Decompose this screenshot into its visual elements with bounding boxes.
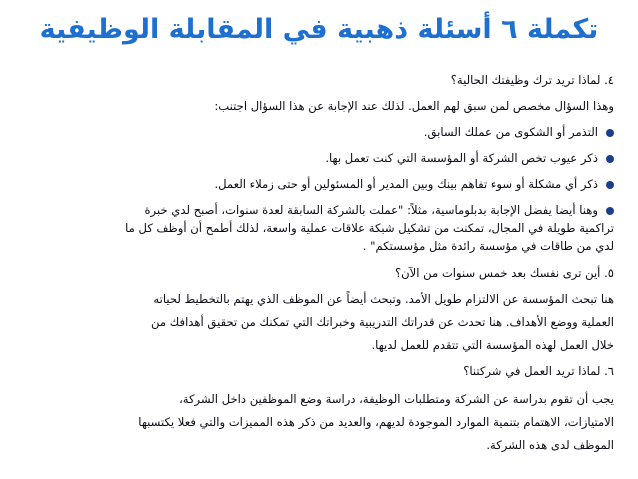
q4-bullet-1: التذمر أو الشكوى من عملك السابق. [423,125,598,139]
q4-intro: وهذا السؤال مخصص لمن سبق لهم العمل. لذلك عند الإجابة عن هذا السؤال اجتنب: [214,99,614,113]
q6-heading: ٦. لماذا تريد العمل في شركتنا؟ [463,364,614,378]
bullet-icon [606,155,614,163]
q4-heading: ٤. لماذا تريد ترك وظيفتك الحالية؟ [450,73,614,87]
q5-line-1: هنا تبحث المؤسسة عن الالتزام طويل الأمد. وتبحث أيضاً عن الموظف الذي يهتم بالتخطيط لحياته [153,292,614,306]
bullet-icon [606,181,614,189]
bullet-icon [606,207,614,215]
q6-line-2: الامتيازات، الاهتمام بتنمية الموارد الموجودة لديهم، والعديد من ذكر هذه المميزات والتي فعلا يكتسبها [138,415,614,429]
q4-example-line-1: وهنا أيضا يفضل الإجابة بدبلوماسية، مثلاً: "عملت بالشركة السابقة لعدة سنوات، أصبح لدي خبرة [144,203,598,217]
q4-example-line-2: تراكمية طويلة في المجال، تمكنت من تشكيل شبكة علاقات عملية واسعة، لذلك أطمح أن أوظف كل ما [125,221,614,235]
bullet-icon [606,129,614,137]
content-panel [18,61,620,464]
q6-line-1: يجب أن تقوم بدراسة عن الشركة ومتطلبات الوظيفة، دراسة وضع الموظفين داخل الشركة، [179,392,614,406]
q6-line-3: الموظف لدى هذه الشركة. [486,438,614,452]
q5-line-3: خلال العمل لهذه المؤسسة التي تتقدم للعمل لديها. [371,338,614,352]
q5-line-2: العملية ووضع الأهداف. هنا تحدث عن قدراتك التدريبية وخبراتك التي تمكنك من تحقيق أهدافك من [151,315,614,329]
slide-title: تكملة ٦ أسئلة ذهبية في المقابلة الوظيفية [39,14,599,45]
q4-bullet-2: ذكر عيوب تخص الشركة أو المؤسسة التي كنت تعمل بها. [325,151,598,165]
q5-heading: ٥. أين ترى نفسك بعد خمس سنوات من الآن؟ [394,266,614,280]
q4-bullet-3: ذكر أي مشكلة أو سوء تفاهم بينك وبين المدير أو المسئولين أو حتى زملاء العمل. [214,177,598,191]
q4-example-line-3: لدي من طاقات في مؤسسة رائدة مثل مؤسستكم" . [362,239,614,253]
